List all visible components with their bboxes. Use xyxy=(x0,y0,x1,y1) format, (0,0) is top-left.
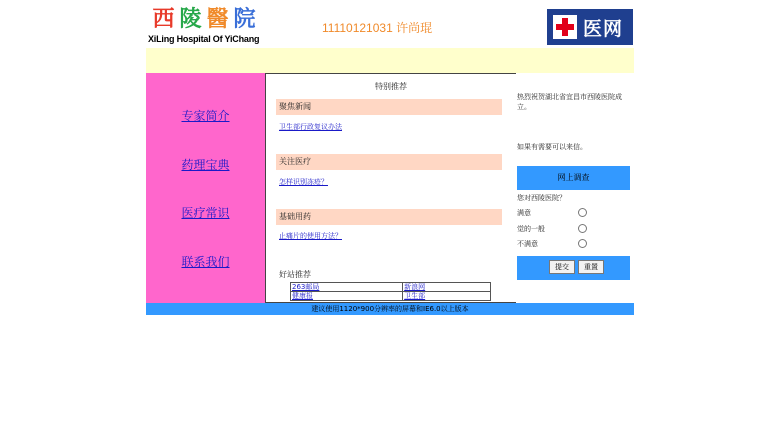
logo-english: XiLing Hospital Of YiChang xyxy=(148,34,260,44)
option-unsatisfied-radio[interactable] xyxy=(578,239,587,248)
header xyxy=(146,6,634,48)
section-title: 特别推荐 xyxy=(375,82,407,91)
medication-link[interactable]: 止痛片的使用方法？ xyxy=(279,232,342,240)
reset-button[interactable]: 重置 xyxy=(578,260,604,274)
nav-link-contact[interactable]: 联系我们 xyxy=(181,255,230,269)
submit-button[interactable]: 提交 xyxy=(549,260,575,274)
news-link[interactable]: 卫生部行政复议办法 xyxy=(279,123,342,131)
logo-char-1: 西 xyxy=(152,6,175,32)
survey-title: 网上调查 xyxy=(557,173,590,182)
table-row xyxy=(291,283,491,292)
survey-question: 您对西陵医院？ xyxy=(517,194,566,202)
option-average-label: 觉的一般 xyxy=(517,225,545,233)
option-satisfied-radio[interactable] xyxy=(578,208,587,217)
friend-link-ministry[interactable]: 卫生部 xyxy=(403,292,491,301)
medical-network-badge xyxy=(547,9,633,45)
left-nav xyxy=(146,73,265,303)
medical-heading: 关注医疗 xyxy=(276,154,502,170)
page xyxy=(146,6,634,313)
logo-char-4: 院 xyxy=(233,6,256,32)
logo-char-2: 陵 xyxy=(179,6,202,32)
friend-link-sina[interactable]: 新浪网 xyxy=(403,283,491,292)
hospital-logo xyxy=(148,6,266,46)
survey-actions xyxy=(517,256,630,280)
logo-chinese xyxy=(150,6,258,32)
medical-link[interactable]: 怎样识别冻疮？ xyxy=(279,178,328,186)
friend-link-263[interactable]: 263邮局 xyxy=(291,283,403,292)
nav-link-experts[interactable]: 专家简介 xyxy=(181,109,230,123)
main-content xyxy=(265,73,517,303)
red-cross-icon xyxy=(553,15,577,39)
friend-link-health-daily[interactable]: 健康报 xyxy=(291,292,403,301)
news-heading: 聚焦新闻 xyxy=(276,99,502,115)
survey-header xyxy=(517,166,630,190)
header-band xyxy=(146,48,634,73)
badge-text: 医网 xyxy=(583,17,624,40)
friend-sites-label: 好站推荐 xyxy=(279,270,311,279)
option-unsatisfied-label: 不满意 xyxy=(517,240,538,248)
contact-text: 如果有需要可以来信。 xyxy=(517,143,587,151)
right-sidebar xyxy=(516,73,634,303)
nav-link-medical-knowledge[interactable]: 医疗常识 xyxy=(181,206,230,220)
student-id: 11110121031 许尚琨 xyxy=(322,21,433,35)
logo-char-3: 醫 xyxy=(206,6,229,32)
option-satisfied-label: 满意 xyxy=(517,209,531,217)
table-row xyxy=(291,292,491,301)
nav-link-pharmacology[interactable]: 药理宝典 xyxy=(181,158,230,172)
congrats-text: 热烈祝贺湖北省宜昌市西陵医院成立。 xyxy=(517,93,622,111)
option-average-radio[interactable] xyxy=(578,224,587,233)
friend-sites-table xyxy=(290,282,491,301)
medication-heading: 基础用药 xyxy=(276,209,502,225)
footer: 建议使用1120*900分辨率的屏幕和IE6.0以上版本 xyxy=(146,303,634,315)
